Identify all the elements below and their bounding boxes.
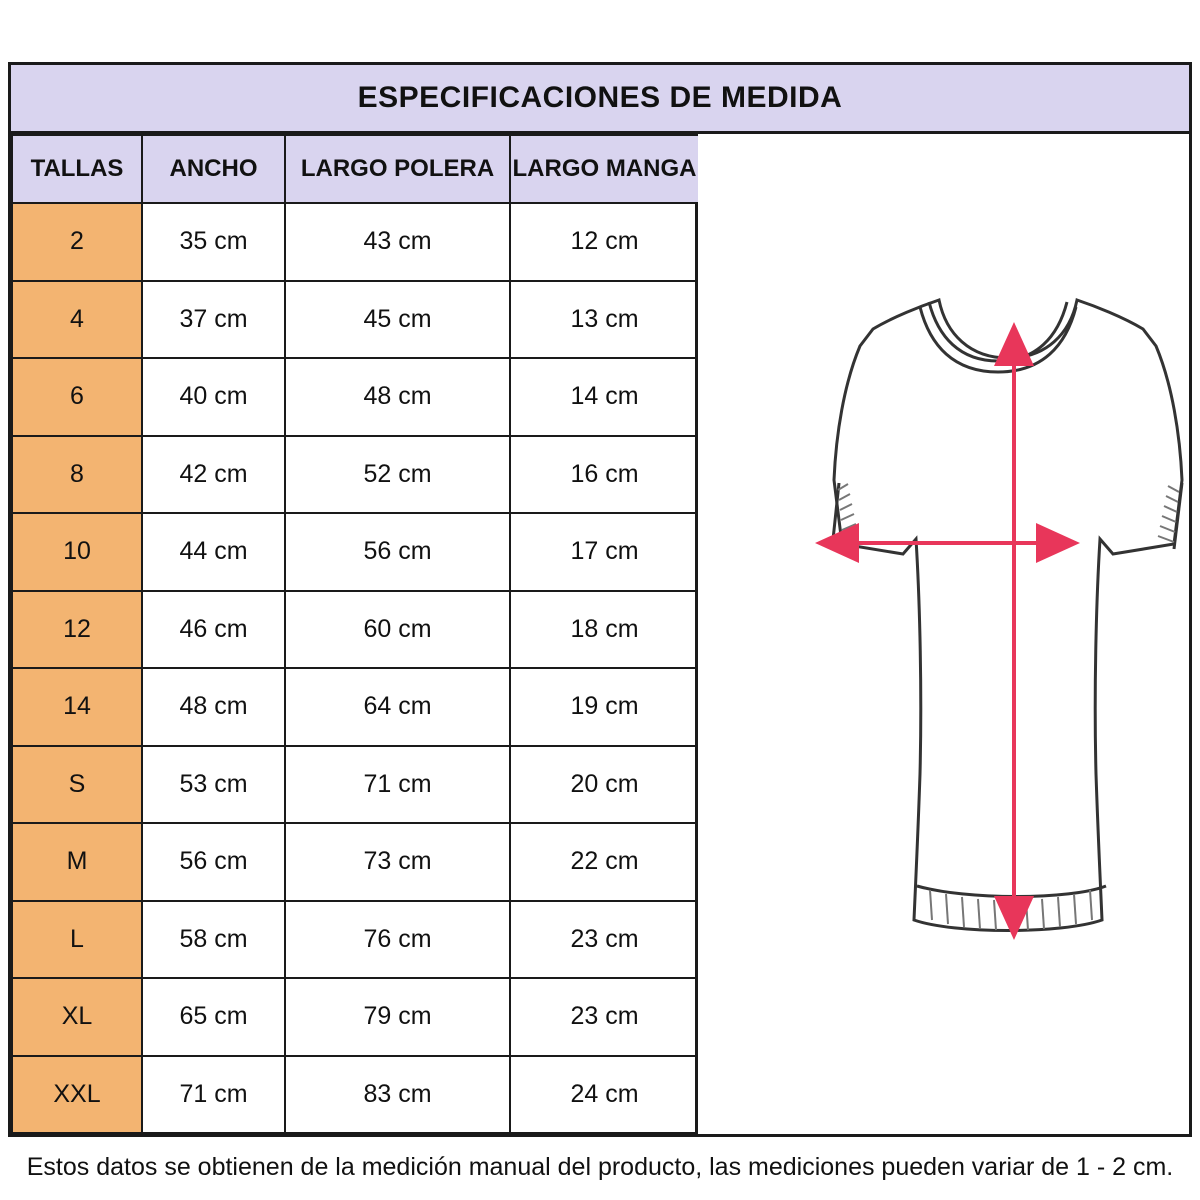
- cell-size: 14: [12, 668, 142, 746]
- cell-largo: 76 cm: [285, 901, 510, 979]
- cell-size: 10: [12, 513, 142, 591]
- cell-manga: 18 cm: [510, 591, 699, 669]
- table-row: [12, 513, 699, 591]
- cell-manga: 20 cm: [510, 746, 699, 824]
- bottom-hem: [917, 886, 1106, 931]
- table-header-row: [12, 135, 699, 203]
- cell-ancho: 40 cm: [142, 358, 285, 436]
- cell-manga: 19 cm: [510, 668, 699, 746]
- note-text: Estos datos se obtienen de la medición manual del producto, las mediciones pueden variar de 1 - 2 cm.: [26, 1152, 1174, 1181]
- table-row: [12, 203, 699, 281]
- cell-size: L: [12, 901, 142, 979]
- table-row: [12, 823, 699, 901]
- cell-ancho: 53 cm: [142, 746, 285, 824]
- cell-manga: 16 cm: [510, 436, 699, 514]
- table-row: [12, 436, 699, 514]
- cell-manga: 12 cm: [510, 203, 699, 281]
- cell-size: 6: [12, 358, 142, 436]
- cell-largo: 52 cm: [285, 436, 510, 514]
- column-header-largo-polera: LARGO POLERA: [285, 135, 510, 203]
- cell-manga: 22 cm: [510, 823, 699, 901]
- cell-size: 4: [12, 281, 142, 359]
- cell-ancho: 37 cm: [142, 281, 285, 359]
- cell-largo: 73 cm: [285, 823, 510, 901]
- cell-size: 12: [12, 591, 142, 669]
- cell-largo: 71 cm: [285, 746, 510, 824]
- cell-manga: 24 cm: [510, 1056, 699, 1134]
- cell-ancho: 35 cm: [142, 203, 285, 281]
- cell-largo: 79 cm: [285, 978, 510, 1056]
- cell-largo: 48 cm: [285, 358, 510, 436]
- chart-frame: [8, 62, 1192, 1181]
- size-table-container: [11, 134, 698, 1134]
- page-title: ESPECIFICACIONES DE MEDIDA: [357, 81, 843, 114]
- column-header-ancho: ANCHO: [142, 135, 285, 203]
- tshirt-illustration: [698, 134, 1189, 1134]
- table-header: [12, 135, 699, 203]
- cell-ancho: 42 cm: [142, 436, 285, 514]
- table-row: [12, 901, 699, 979]
- cell-ancho: 58 cm: [142, 901, 285, 979]
- table-row: [12, 668, 699, 746]
- table-row: [12, 591, 699, 669]
- cell-ancho: 56 cm: [142, 823, 285, 901]
- cell-manga: 13 cm: [510, 281, 699, 359]
- cell-largo: 43 cm: [285, 203, 510, 281]
- column-header-tallas: TALLAS: [12, 135, 142, 203]
- footer-note: [11, 1134, 1189, 1197]
- table-row: [12, 746, 699, 824]
- cell-manga: 17 cm: [510, 513, 699, 591]
- cell-ancho: 46 cm: [142, 591, 285, 669]
- cell-manga: 14 cm: [510, 358, 699, 436]
- cell-largo: 56 cm: [285, 513, 510, 591]
- cell-size: XXL: [12, 1056, 142, 1134]
- cell-manga: 23 cm: [510, 978, 699, 1056]
- sleeve-hem-right: [1158, 483, 1182, 549]
- cell-largo: 60 cm: [285, 591, 510, 669]
- cell-ancho: 65 cm: [142, 978, 285, 1056]
- cell-size: 8: [12, 436, 142, 514]
- tshirt-outline: [834, 300, 1182, 931]
- chart-title-bar: [11, 65, 1189, 134]
- table-row: [12, 281, 699, 359]
- cell-size: 2: [12, 203, 142, 281]
- cell-size: XL: [12, 978, 142, 1056]
- table-row: [12, 978, 699, 1056]
- cell-largo: 64 cm: [285, 668, 510, 746]
- cell-ancho: 44 cm: [142, 513, 285, 591]
- cell-size: S: [12, 746, 142, 824]
- table-row: [12, 358, 699, 436]
- cell-ancho: 48 cm: [142, 668, 285, 746]
- cell-ancho: 71 cm: [142, 1056, 285, 1134]
- size-table: [11, 134, 700, 1134]
- table-body: [12, 203, 699, 1133]
- column-header-largo-manga: LARGO MANGA: [510, 135, 699, 203]
- cell-largo: 83 cm: [285, 1056, 510, 1134]
- cell-manga: 23 cm: [510, 901, 699, 979]
- table-row: [12, 1056, 699, 1134]
- cell-largo: 45 cm: [285, 281, 510, 359]
- cell-size: M: [12, 823, 142, 901]
